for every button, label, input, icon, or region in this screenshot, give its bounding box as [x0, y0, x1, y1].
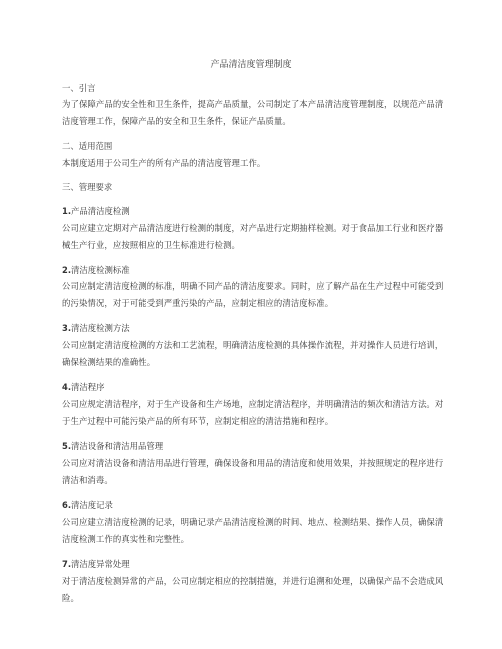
- section-heading-requirements: 三、管理要求: [62, 182, 113, 192]
- item-number: 3.: [62, 323, 72, 333]
- item-heading-5: [62, 440, 446, 452]
- item-title: 清洁度检测方法: [71, 323, 130, 333]
- item-heading-2: [62, 264, 446, 276]
- item-number: 7.: [62, 559, 72, 569]
- item-body-4: 公司应规定清洁程序，对于生产设备和生产场地，应制定清洁程序，并明确清洁的频次和清洁方法。对于生产过程中可能污染产品的所有环节，应制定相应的清洁措施和程序。: [62, 399, 444, 426]
- item-title: 清洁程序: [71, 382, 105, 392]
- item-number: 5.: [62, 441, 72, 451]
- item-heading-1: [62, 205, 446, 217]
- item-heading-4: [62, 381, 446, 393]
- document-title: 产品清洁度管理制度: [210, 60, 292, 70]
- item-title: 产品清洁度检测: [71, 206, 130, 216]
- item-heading-3: [62, 322, 446, 334]
- section-body-scope: 本制度适用于公司生产的所有产品的清洁度管理工作。: [62, 158, 266, 168]
- item-title: 清洁度异常处理: [71, 559, 130, 569]
- item-heading-7: [62, 558, 446, 570]
- item-body-1: 公司应建立定期对产品清洁度进行检测的制度，对产品进行定期抽样检测。对于食品加工行业和医疗器械生产行业，应按照相应的卫生标准进行检测。: [62, 223, 444, 250]
- item-body-7: 对于清洁度检测异常的产品，公司应制定相应的控制措施，并进行追溯和处理，以确保产品不会造成风险。: [62, 576, 444, 603]
- item-body-5: 公司应对清洁设备和清洁用品进行管理，确保设备和用品的清洁度和使用效果，并按照规定的程序进行清洁和消毒。: [62, 458, 444, 485]
- item-number: 2.: [62, 265, 72, 275]
- item-body-3: 公司应制定清洁度检测的方法和工艺流程，明确清洁度检测的具体操作流程，并对操作人员进行培训，确保检测结果的准确性。: [62, 340, 444, 367]
- item-title: 清洁设备和清洁用品管理: [71, 441, 164, 451]
- item-body-2: 公司应制定清洁度检测的标准，明确不同产品的清洁度要求。同时，应了解产品在生产过程中可能受到的污染情况，对于可能受到严重污染的产品，应制定相应的清洁度标准。: [62, 281, 444, 308]
- section-body-intro: 为了保障产品的安全性和卫生条件，提高产品质量，公司制定了本产品清洁度管理制度，以规范产品清洁度管理工作，保障产品的安全和卫生条件，保证产品质量。: [62, 99, 444, 126]
- item-number: 6.: [62, 500, 72, 510]
- item-number: 4.: [62, 382, 72, 392]
- item-heading-6: [62, 499, 446, 511]
- item-title: 清洁度检测标准: [71, 265, 130, 275]
- item-number: 1.: [62, 206, 72, 216]
- item-title: 清洁度记录: [71, 500, 113, 510]
- item-body-6: 公司应建立清洁度检测的记录，明确记录产品清洁度检测的时间、地点、检测结果、操作人员，确保清洁度检测工作的真实性和完整性。: [62, 517, 444, 544]
- section-heading-intro: 一、引言: [62, 83, 96, 93]
- section-heading-scope: 二、适用范围: [62, 141, 113, 151]
